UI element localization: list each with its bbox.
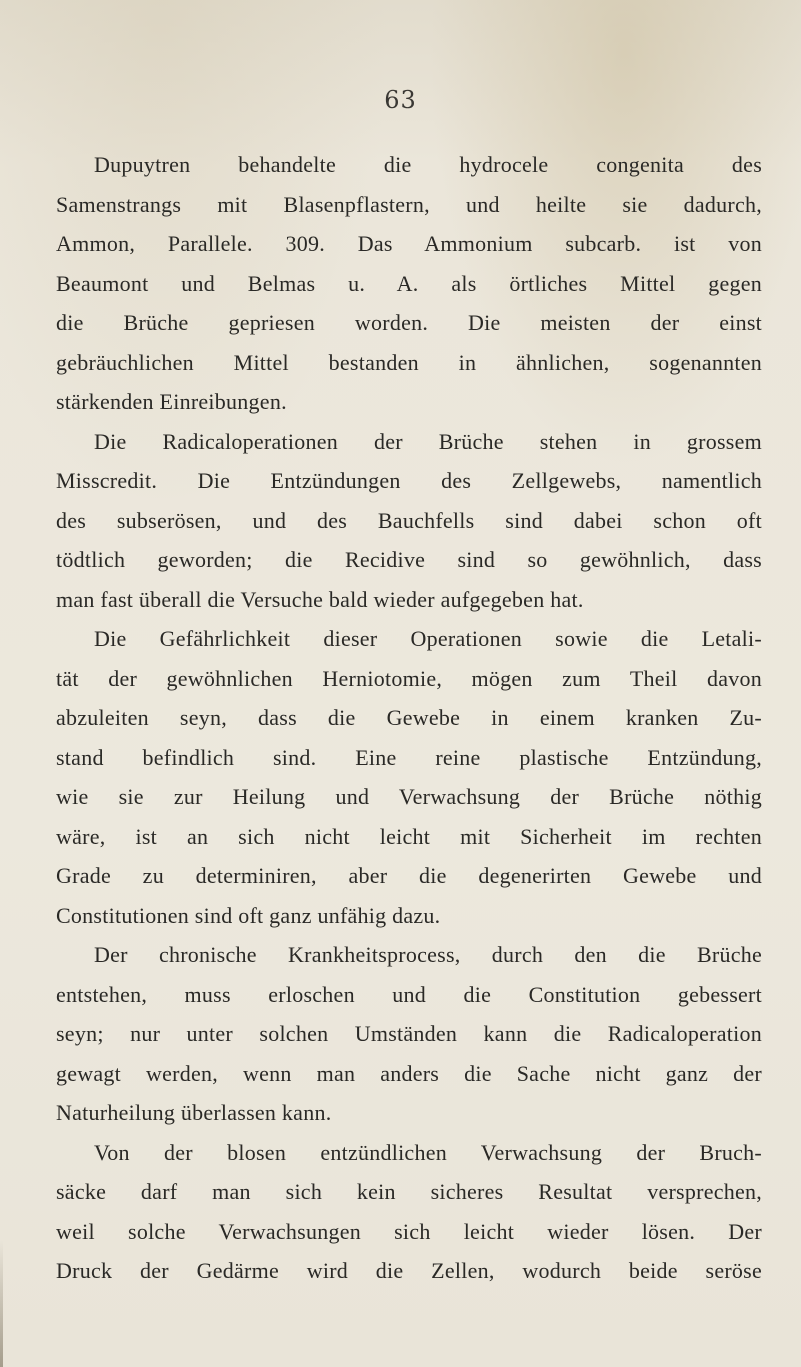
text-line: weil solche Verwachsungen sich leicht wieder lösen. Der bbox=[56, 1218, 762, 1244]
text-line: säcke darf man sich kein sicheres Resultat versprechen, bbox=[56, 1179, 762, 1204]
text-line: wäre, ist an sich nicht leicht mit Sicherheit im rechten bbox=[56, 823, 762, 849]
text-line: man fast überall die Versuche bald wieder aufgegeben hat. bbox=[56, 586, 584, 612]
text-line: stärkenden Einreibungen. bbox=[56, 389, 287, 414]
text-line: die Brüche gepriesen worden. Die meisten der einst bbox=[56, 310, 762, 335]
text-line: Druck der Gedärme wird die Zellen, wodurch beide seröse bbox=[56, 1258, 762, 1283]
text-line: Beaumont und Belmas u. A. als örtliches Mittel gegen bbox=[56, 270, 762, 296]
text-line: des subserösen, und des Bauchfells sind dabei schon oft bbox=[56, 507, 762, 533]
page-edge-shadow bbox=[0, 1240, 3, 1367]
page-number: 63 bbox=[384, 86, 417, 114]
text-line: Die Radicaloperationen der Brüche stehen in grossem bbox=[94, 428, 762, 454]
text-line: stand befindlich sind. Eine reine plastische Entzündung, bbox=[56, 744, 762, 770]
text-line: Dupuytren behandelte die hydrocele congenita des bbox=[94, 152, 762, 177]
text-line: abzuleiten seyn, dass die Gewebe in einem kranken Zu- bbox=[56, 705, 762, 730]
text-line: Samenstrangs mit Blasenpflastern, und heilte sie dadurch, bbox=[56, 191, 762, 217]
text-line: Der chronische Krankheitsprocess, durch den die Brüche bbox=[94, 942, 762, 967]
text-line: Von der blosen entzündlichen Verwachsung der Bruch- bbox=[94, 1139, 762, 1165]
text-line: Naturheilung überlassen kann. bbox=[56, 1100, 332, 1125]
text-line: Die Gefährlichkeit dieser Operationen sowie die Letali- bbox=[94, 626, 762, 651]
body-text bbox=[56, 145, 762, 1291]
text-line: seyn; nur unter solchen Umständen kann die Radicaloperation bbox=[56, 1021, 762, 1046]
text-line: Misscredit. Die Entzündungen des Zellgewebs, namentlich bbox=[56, 468, 762, 493]
text-line: tödtlich geworden; die Recidive sind so gewöhnlich, dass bbox=[56, 547, 762, 572]
text-line: gewagt werden, wenn man anders die Sache nicht ganz der bbox=[56, 1060, 762, 1086]
text-line: Constitutionen sind oft ganz unfähig dazu. bbox=[56, 902, 441, 928]
text-line: Ammon, Parallele. 309. Das Ammonium subcarb. ist von bbox=[56, 231, 762, 256]
text-line: wie sie zur Heilung und Verwachsung der Brüche nöthig bbox=[56, 784, 762, 809]
text-line: gebräuchlichen Mittel bestanden in ähnlichen, sogenannten bbox=[56, 349, 762, 375]
text-line: tät der gewöhnlichen Herniotomie, mögen zum Theil davon bbox=[56, 665, 762, 691]
text-line: entstehen, muss erloschen und die Constitution gebessert bbox=[56, 981, 762, 1007]
text-line: Grade zu determiniren, aber die degenerirten Gewebe und bbox=[56, 863, 762, 888]
